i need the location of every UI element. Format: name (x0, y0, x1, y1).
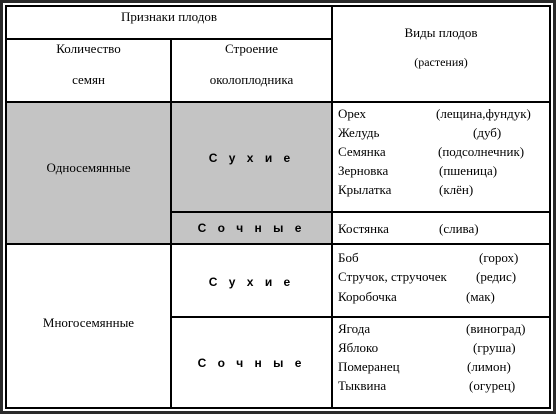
fruit-name: Крылатка (338, 182, 392, 197)
grid-line-group-split (7, 243, 549, 245)
fruit-example: (лимон) (467, 359, 511, 374)
fruit-example: (мак) (466, 289, 495, 304)
fruit-types-label: Виды плодов (404, 25, 478, 40)
pericarp-label-2: околоплодника (209, 72, 294, 87)
grid-line-header-bottom (7, 101, 549, 103)
multi-seed-group: Многосемянные (42, 315, 135, 330)
fruit-name: Костянка (338, 221, 389, 236)
fruit-example: (горох) (479, 250, 519, 265)
fruit-example: (редис) (476, 269, 517, 284)
fruit-name: Померанец (338, 359, 400, 374)
fruit-example: (пшеница) (439, 163, 498, 178)
fruit-example: (виноград) (466, 321, 526, 336)
seed-count-label-2: семян (72, 72, 105, 87)
fruit-name: Тыквина (338, 378, 387, 393)
fruit-name: Стручок, стручочек (338, 269, 447, 284)
fruit-example: (дуб) (473, 125, 502, 140)
fruit-example: (подсолнечник) (438, 144, 525, 159)
pericarp-dry-single: С у х и е (208, 151, 295, 165)
fruit-name: Желудь (338, 125, 380, 140)
pericarp-juicy-single: С о ч н ы е (197, 221, 306, 235)
single-seed-group: Односемянные (46, 160, 131, 175)
fruit-example: (клён) (439, 182, 474, 197)
grid-line-header-sub (7, 38, 331, 40)
fruit-example: (огурец) (469, 378, 516, 393)
fruit-name: Ягода (338, 321, 371, 336)
fruit-name: Орех (338, 106, 366, 121)
fruit-name: Яблоко (338, 340, 379, 355)
fruit-example: (груша) (473, 340, 516, 355)
pericarp-label: Строение (225, 41, 278, 56)
grid-line-multi-split (171, 316, 549, 318)
fruit-name: Семянка (338, 144, 386, 159)
fruit-name: Зерновка (338, 163, 389, 178)
fruit-example: (лещина,фундук) (436, 106, 531, 121)
seed-count-label: Количество (56, 41, 121, 56)
fruit-example: (слива) (439, 221, 479, 236)
fruit-name: Боб (338, 250, 359, 265)
grid-line-single-split (171, 211, 549, 213)
features-title: Признаки плодов (120, 9, 218, 24)
plants-label: (растения) (414, 55, 468, 69)
pericarp-dry-multi: С у х и е (208, 275, 295, 289)
pericarp-juicy-multi: С о ч н ы е (197, 356, 306, 370)
fruit-name: Коробочка (338, 289, 397, 304)
